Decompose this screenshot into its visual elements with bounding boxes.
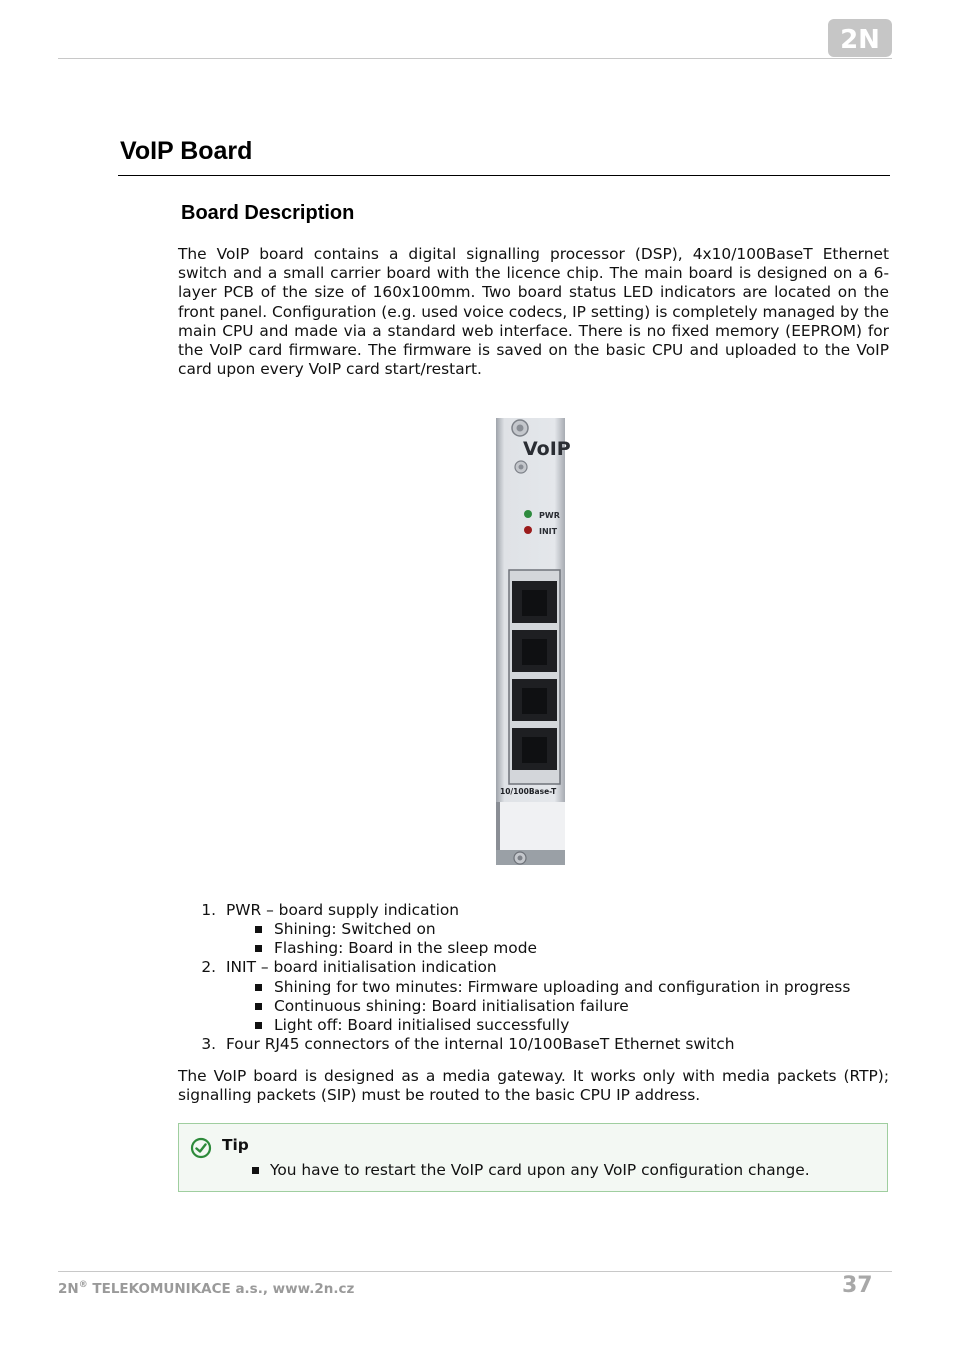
pwr-led-label: PWR <box>539 511 560 520</box>
footer-company-rest: TELEKOMUNIKACE a.s., www.2n.cz <box>87 1281 355 1297</box>
footer-company-prefix: 2N <box>58 1281 79 1297</box>
sub-list-item-text: Light off: Board initialised successfully <box>274 1016 570 1034</box>
registered-mark: ® <box>78 1280 88 1290</box>
top-screw-icon <box>512 420 528 436</box>
port-label: 10/100Base-T <box>500 787 557 796</box>
tip-title: Tip <box>222 1136 249 1154</box>
sub-list-item-text: Continuous shining: Board initialisation failure <box>274 997 629 1015</box>
rj45-port-4 <box>512 728 557 770</box>
mounting-screw-icon <box>515 461 527 473</box>
bullet-icon <box>255 945 262 952</box>
logo-text: 2N <box>840 25 880 55</box>
intro-paragraph: The VoIP board contains a digital signalling processor (DSP), 4x10/100BaseT Ethernet switch and a small carrier board with the licence chip. The main board is designed on a 6-layer PCB of the size of 160x100mm. Two board status LED indicators are located on the front panel. Configuration (e.g. used voice codecs, IP setting) is completely managed by the main CPU and made via a standard web interface. There is no fixed memory (EEPROM) for the VoIP card firmware. The firmware is saved on the basic CPU and uploaded to the VoIP card upon every VoIP card start/restart. <box>178 245 889 379</box>
page-title: VoIP Board <box>120 137 253 165</box>
bottom-screw-icon <box>514 852 526 864</box>
list-number: 2. <box>201 958 216 976</box>
bullet-icon <box>255 984 262 991</box>
board-label: VoIP <box>523 438 571 460</box>
header-divider <box>58 58 892 59</box>
bullet-icon <box>255 1022 262 1029</box>
footer-company <box>58 1280 354 1297</box>
init-led-label: INIT <box>539 527 558 536</box>
closing-paragraph: The VoIP board is designed as a media gateway. It works only with media packets (RTP); signalling packets (SIP) must be routed to the basic CPU IP address. <box>178 1067 889 1105</box>
rj45-port-3 <box>512 679 557 721</box>
sub-list-item-text: Shining: Switched on <box>274 920 436 938</box>
init-led-icon <box>524 526 532 534</box>
sub-list-item-text: Flashing: Board in the sleep mode <box>274 939 537 957</box>
rj45-port-2 <box>512 630 557 672</box>
bullet-icon <box>252 1167 259 1174</box>
tip-box <box>178 1123 888 1192</box>
title-divider <box>118 175 890 176</box>
list-number: 1. <box>201 901 216 919</box>
2n-logo <box>828 19 892 57</box>
list-item-text: INIT – board initialisation indication <box>226 958 497 976</box>
list-item-text: PWR – board supply indication <box>226 901 460 919</box>
voip-board-image <box>496 418 571 865</box>
bullet-icon <box>255 1003 262 1010</box>
check-circle-icon <box>190 1137 212 1159</box>
footer-divider <box>58 1271 892 1272</box>
list-item-text: Four RJ45 connectors of the internal 10/100BaseT Ethernet switch <box>226 1035 735 1053</box>
rj45-port-1 <box>512 581 557 623</box>
list-number: 3. <box>201 1035 216 1053</box>
page-number: 37 <box>842 1273 873 1298</box>
section-title: Board Description <box>181 202 355 224</box>
tip-item-text: You have to restart the VoIP card upon any VoIP configuration change. <box>270 1161 810 1179</box>
pwr-led-icon <box>524 510 532 518</box>
sub-list-item-text: Shining for two minutes: Firmware uploading and configuration in progress <box>274 978 851 996</box>
bullet-icon <box>255 926 262 933</box>
